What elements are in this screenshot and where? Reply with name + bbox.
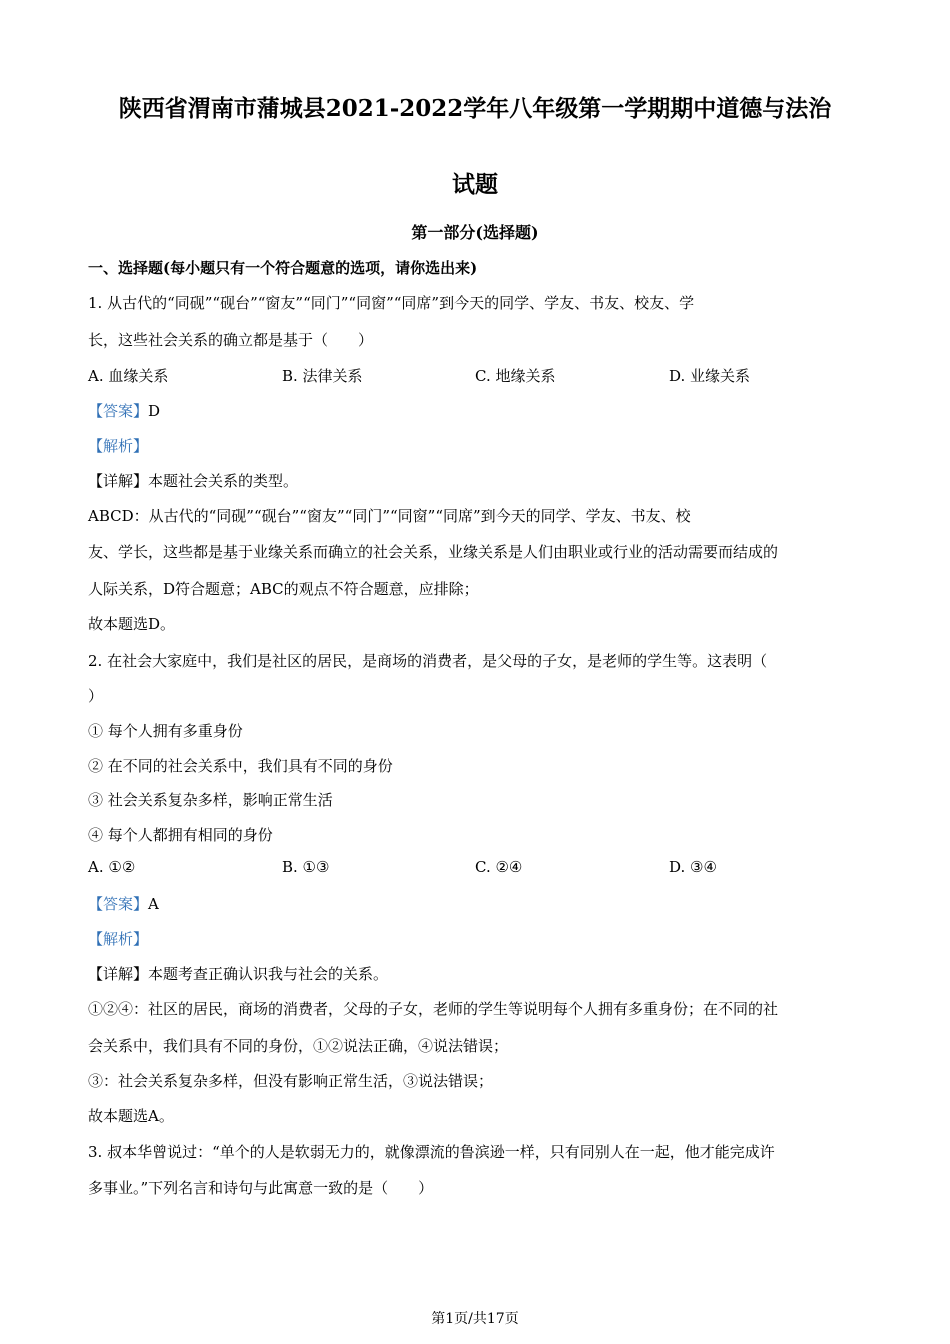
q2-detail-text: 本题考查正确认识我与社会的关系。 xyxy=(148,965,389,983)
q2-answer-value: A xyxy=(148,895,159,913)
q1-answer-tag: 【答案】 xyxy=(88,402,149,420)
q2-stem-line1: 2. 在社会大家庭中，我们是社区的居民，是商场的消费者，是父母的子女，是老师的学生等。这表明（ xyxy=(88,652,768,670)
q2-option-a: A. ①② xyxy=(88,858,136,876)
page-footer: 第1页/共17页 xyxy=(431,1311,519,1327)
q1-explanation-line1: ABCD：从古代的“同砚”“砚台”“窗友”“同门”“同窗”“同席”到今天的同学、学友、书友、校 xyxy=(88,507,691,525)
q1-detail xyxy=(88,470,863,491)
q2-statement-1: ① 每个人拥有多重身份 xyxy=(88,722,243,740)
exam-title-line1: 陕西省渭南市蒲城县2021-2022学年八年级第一学期期中道德与法治 xyxy=(118,95,832,122)
q2-analysis-tag: 【解析】 xyxy=(88,930,149,948)
q2-statement-4: ④ 每个人都拥有相同的身份 xyxy=(88,826,273,844)
q1-answer xyxy=(88,400,863,421)
q1-stem-line2: 长，这些社会关系的确立都是基于（ ） xyxy=(88,331,374,349)
q2-statement-3: ③ 社会关系复杂多样，影响正常生活 xyxy=(88,791,333,809)
q1-detail-text: 本题社会关系的类型。 xyxy=(148,472,299,490)
q1-conclusion: 故本题选D。 xyxy=(88,615,176,633)
q1-answer-value: D xyxy=(148,402,161,420)
q2-statement-2: ② 在不同的社会关系中，我们具有不同的身份 xyxy=(88,757,393,775)
q2-answer xyxy=(88,893,863,914)
q1-stem-line1: 1. 从古代的“同砚”“砚台”“窗友”“同门”“同窗”“同席”到今天的同学、学友、书友、校友、学 xyxy=(88,294,695,312)
q1-option-a: A. 血缘关系 xyxy=(88,367,169,385)
q2-stem-line2: ） xyxy=(88,687,104,705)
q2-conclusion: 故本题选A。 xyxy=(88,1107,174,1125)
q2-explanation-line1: ①②④：社区的居民，商场的消费者，父母的子女，老师的学生等说明每个人拥有多重身份；在不同的社 xyxy=(88,1000,779,1018)
q2-explanation-line2: 会关系中，我们具有不同的身份，①②说法正确，④说法错误； xyxy=(88,1037,509,1055)
q1-option-d: D. 业缘关系 xyxy=(669,367,751,385)
q2-option-b: B. ①③ xyxy=(282,858,330,876)
part-heading: 第一部分(选择题) xyxy=(411,223,539,242)
section-heading: 一、选择题(每小题只有一个符合题意的选项，请你选出来) xyxy=(88,259,478,277)
q1-detail-tag: 【详解】 xyxy=(88,472,149,490)
q2-answer-tag: 【答案】 xyxy=(88,895,149,913)
q2-option-d: D. ③④ xyxy=(669,858,717,876)
q1-explanation-line3: 人际关系，D符合题意；ABC的观点不符合题意，应排除； xyxy=(88,580,479,598)
q2-detail xyxy=(88,963,863,984)
q2-explanation-line3: ③：社会关系复杂多样，但没有影响正常生活，③说法错误； xyxy=(88,1072,494,1090)
q1-analysis-tag: 【解析】 xyxy=(88,437,149,455)
exam-title-line2: 试题 xyxy=(452,171,498,198)
q3-stem-line1: 3. 叔本华曾说过：“单个的人是软弱无力的，就像漂流的鲁滨逊一样，只有同别人在一起，他才能完成许 xyxy=(88,1143,775,1161)
q2-detail-tag: 【详解】 xyxy=(88,965,149,983)
q1-option-c: C. 地缘关系 xyxy=(475,367,556,385)
q1-explanation-line2: 友、学长，这些都是基于业缘关系而确立的社会关系，业缘关系是人们由职业或行业的活动需要而结成的 xyxy=(88,543,779,561)
q2-option-c: C. ②④ xyxy=(475,858,523,876)
q1-option-b: B. 法律关系 xyxy=(282,367,363,385)
q3-stem-line2: 多事业。”下列名言和诗句与此寓意一致的是（ ） xyxy=(88,1179,434,1197)
